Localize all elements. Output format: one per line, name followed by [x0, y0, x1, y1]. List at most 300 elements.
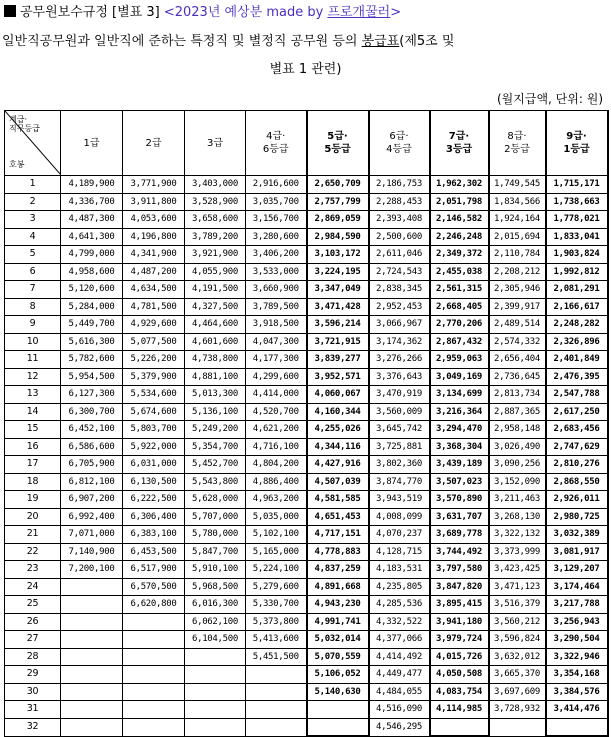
salary-cell: 4,881,100	[185, 368, 246, 386]
salary-cell: 4,484,055	[369, 683, 430, 701]
table-row	[5, 263, 608, 281]
salary-cell	[123, 683, 185, 701]
salary-cell: 4,651,453	[307, 508, 369, 526]
salary-cell: 5,032,014	[307, 631, 369, 649]
salary-cell: 4,958,600	[61, 263, 123, 281]
table-row	[5, 211, 608, 229]
salary-cell: 5,780,000	[185, 526, 246, 544]
salary-cell: 2,146,582	[430, 211, 489, 229]
table-row	[5, 176, 608, 194]
salary-cell: 6,127,300	[61, 386, 123, 404]
step-cell: 2	[5, 193, 61, 211]
subtitle-line-1	[2, 32, 609, 52]
step-cell: 12	[5, 368, 61, 386]
salary-cell: 4,891,668	[307, 578, 369, 596]
salary-cell: 5,330,700	[246, 596, 307, 614]
salary-cell: 4,427,916	[307, 456, 369, 474]
salary-cell: 4,449,477	[369, 666, 430, 684]
salary-cell: 1,903,824	[546, 246, 608, 264]
salary-cell: 4,015,726	[430, 648, 489, 666]
salary-cell	[307, 718, 369, 736]
salary-cell: 3,354,168	[546, 666, 608, 684]
salary-cell: 5,451,500	[246, 648, 307, 666]
salary-cell: 2,455,038	[430, 263, 489, 281]
salary-cell: 5,922,000	[123, 438, 185, 456]
salary-cell: 2,617,250	[546, 403, 608, 421]
salary-cell: 5,102,100	[246, 526, 307, 544]
salary-cell: 5,284,000	[61, 298, 123, 316]
salary-cell	[61, 701, 123, 719]
step-cell: 5	[5, 246, 61, 264]
salary-cell: 5,249,200	[185, 421, 246, 439]
salary-cell: 4,991,741	[307, 613, 369, 631]
salary-cell: 4,929,600	[123, 316, 185, 334]
salary-cell: 4,464,600	[185, 316, 246, 334]
salary-cell: 3,216,364	[430, 403, 489, 421]
salary-cell: 6,992,400	[61, 508, 123, 526]
salary-cell: 3,322,132	[489, 526, 546, 544]
salary-cell: 2,349,372	[430, 246, 489, 264]
table-row	[5, 578, 608, 596]
salary-cell: 3,943,519	[369, 491, 430, 509]
step-cell: 24	[5, 578, 61, 596]
salary-cell	[246, 718, 307, 736]
salary-cell: 5,803,700	[123, 421, 185, 439]
salary-cell: 4,008,099	[369, 508, 430, 526]
salary-cell: 3,895,415	[430, 596, 489, 614]
salary-cell: 4,487,200	[123, 263, 185, 281]
salary-cell: 2,650,709	[307, 176, 369, 194]
salary-cell	[185, 666, 246, 684]
salary-cell: 4,183,531	[369, 561, 430, 579]
salary-cell: 3,921,900	[185, 246, 246, 264]
salary-cell: 3,174,464	[546, 578, 608, 596]
salary-cell: 2,959,063	[430, 351, 489, 369]
salary-cell: 1,834,566	[489, 193, 546, 211]
table-row	[5, 368, 608, 386]
salary-cell	[546, 718, 608, 736]
salary-cell: 5,449,700	[61, 316, 123, 334]
table-row	[5, 613, 608, 631]
salary-cell: 4,047,300	[246, 333, 307, 351]
salary-cell: 4,128,715	[369, 543, 430, 561]
table-body	[5, 176, 608, 737]
salary-cell: 1,738,663	[546, 193, 608, 211]
salary-cell: 2,186,753	[369, 176, 430, 194]
salary-cell: 4,299,600	[246, 368, 307, 386]
salary-cell: 2,916,600	[246, 176, 307, 194]
table-row	[5, 193, 608, 211]
salary-cell: 3,728,932	[489, 701, 546, 719]
salary-cell: 6,453,500	[123, 543, 185, 561]
salary-cell: 5,413,600	[246, 631, 307, 649]
salary-cell: 3,403,000	[185, 176, 246, 194]
salary-cell: 3,802,360	[369, 456, 430, 474]
salary-cell: 3,771,900	[123, 176, 185, 194]
salary-cell: 7,140,900	[61, 543, 123, 561]
salary-cell	[489, 718, 546, 736]
salary-cell: 3,406,200	[246, 246, 307, 264]
salary-cell: 4,344,116	[307, 438, 369, 456]
salary-cell: 4,191,500	[185, 281, 246, 299]
salary-cell	[61, 666, 123, 684]
salary-cell: 2,401,849	[546, 351, 608, 369]
table-row	[5, 508, 608, 526]
salary-cell: 3,979,724	[430, 631, 489, 649]
corner-header-cell	[5, 111, 61, 176]
salary-cell: 5,373,800	[246, 613, 307, 631]
salary-cell	[61, 613, 123, 631]
table-row	[5, 456, 608, 474]
salary-cell	[61, 648, 123, 666]
salary-cell	[430, 718, 489, 736]
salary-cell: 5,136,100	[185, 403, 246, 421]
salary-cell: 1,715,171	[546, 176, 608, 194]
salary-cell: 2,166,617	[546, 298, 608, 316]
salary-cell: 1,833,041	[546, 228, 608, 246]
salary-table	[4, 110, 609, 737]
col-header: 2급	[123, 111, 185, 176]
salary-cell: 2,958,148	[489, 421, 546, 439]
col-header: 3급	[185, 111, 246, 176]
table-row	[5, 438, 608, 456]
salary-cell: 5,782,600	[61, 351, 123, 369]
step-cell: 23	[5, 561, 61, 579]
salary-cell: 3,697,609	[489, 683, 546, 701]
step-cell: 1	[5, 176, 61, 194]
salary-cell: 4,837,259	[307, 561, 369, 579]
salary-cell: 3,103,172	[307, 246, 369, 264]
salary-cell: 2,399,917	[489, 298, 546, 316]
salary-cell: 3,847,820	[430, 578, 489, 596]
table-row	[5, 316, 608, 334]
salary-cell: 6,907,200	[61, 491, 123, 509]
step-cell: 15	[5, 421, 61, 439]
salary-cell	[246, 701, 307, 719]
salary-cell: 6,383,100	[123, 526, 185, 544]
salary-cell	[61, 631, 123, 649]
step-cell: 8	[5, 298, 61, 316]
salary-cell: 4,160,344	[307, 403, 369, 421]
salary-cell: 5,106,052	[307, 666, 369, 684]
salary-cell: 2,015,694	[489, 228, 546, 246]
salary-cell: 5,707,000	[185, 508, 246, 526]
salary-cell: 2,747,629	[546, 438, 608, 456]
step-cell: 20	[5, 508, 61, 526]
salary-cell: 3,632,012	[489, 648, 546, 666]
square-bullet-icon	[4, 5, 16, 17]
salary-cell: 2,668,405	[430, 298, 489, 316]
salary-cell: 3,596,824	[489, 631, 546, 649]
step-cell: 18	[5, 473, 61, 491]
salary-cell: 6,517,900	[123, 561, 185, 579]
salary-cell: 4,546,295	[369, 718, 430, 736]
salary-cell: 3,384,576	[546, 683, 608, 701]
table-row	[5, 491, 608, 509]
salary-cell: 2,926,011	[546, 491, 608, 509]
salary-cell: 5,968,500	[185, 578, 246, 596]
salary-cell: 5,165,000	[246, 543, 307, 561]
salary-cell: 2,051,798	[430, 193, 489, 211]
salary-cell: 5,534,600	[123, 386, 185, 404]
salary-cell: 3,631,707	[430, 508, 489, 526]
author-link[interactable]: 프로개꿀러	[327, 5, 391, 20]
salary-cell: 4,717,151	[307, 526, 369, 544]
salary-cell: 2,561,315	[430, 281, 489, 299]
salary-cell: 3,414,476	[546, 701, 608, 719]
salary-cell	[61, 683, 123, 701]
salary-cell: 4,621,200	[246, 421, 307, 439]
salary-cell: 4,716,100	[246, 438, 307, 456]
salary-cell: 5,120,600	[61, 281, 123, 299]
salary-cell: 3,507,023	[430, 473, 489, 491]
salary-cell	[185, 683, 246, 701]
step-cell: 19	[5, 491, 61, 509]
step-cell: 17	[5, 456, 61, 474]
salary-cell: 4,055,900	[185, 263, 246, 281]
salary-cell: 3,373,999	[489, 543, 546, 561]
salary-cell: 2,770,206	[430, 316, 489, 334]
salary-cell: 5,077,500	[123, 333, 185, 351]
salary-cell: 4,778,883	[307, 543, 369, 561]
salary-cell: 4,601,600	[185, 333, 246, 351]
table-row	[5, 631, 608, 649]
document-title	[4, 2, 609, 24]
table-row	[5, 543, 608, 561]
table-row	[5, 718, 608, 736]
header-row	[5, 111, 608, 176]
salary-cell: 3,952,571	[307, 368, 369, 386]
salary-cell: 4,520,700	[246, 403, 307, 421]
salary-cell: 5,452,700	[185, 456, 246, 474]
salary-cell	[123, 648, 185, 666]
salary-cell: 4,189,900	[61, 176, 123, 194]
salary-cell: 2,887,365	[489, 403, 546, 421]
table-row	[5, 281, 608, 299]
salary-cell: 2,683,456	[546, 421, 608, 439]
salary-cell: 3,560,212	[489, 613, 546, 631]
step-cell: 16	[5, 438, 61, 456]
salary-cell: 3,129,207	[546, 561, 608, 579]
step-cell: 26	[5, 613, 61, 631]
subtitle-part-a: 일반직공무원과 일반직에 준하는 특정직 및 별정직 공무원 등의	[2, 34, 362, 49]
salary-cell: 3,347,049	[307, 281, 369, 299]
salary-cell: 2,724,543	[369, 263, 430, 281]
salary-cell: 3,721,915	[307, 333, 369, 351]
salary-cell	[185, 718, 246, 736]
salary-cell: 4,235,805	[369, 578, 430, 596]
salary-cell: 3,918,500	[246, 316, 307, 334]
table-row	[5, 228, 608, 246]
author-note-text: <2023년 예상분 made by	[163, 5, 328, 20]
salary-cell: 7,071,000	[61, 526, 123, 544]
salary-cell: 3,874,770	[369, 473, 430, 491]
salary-cell: 4,285,536	[369, 596, 430, 614]
salary-cell: 5,847,700	[185, 543, 246, 561]
step-cell: 22	[5, 543, 61, 561]
step-cell: 32	[5, 718, 61, 736]
col-header: 5급· 5등급	[307, 111, 369, 176]
author-note-end: >	[390, 5, 402, 20]
salary-cell: 4,738,800	[185, 351, 246, 369]
step-cell: 31	[5, 701, 61, 719]
subtitle-part-b: 봉급표	[361, 34, 400, 49]
salary-cell: 3,152,090	[489, 473, 546, 491]
salary-cell	[246, 666, 307, 684]
salary-cell: 7,200,100	[61, 561, 123, 579]
salary-cell: 3,294,470	[430, 421, 489, 439]
col-header: 8급· 2등급	[489, 111, 546, 176]
col-header: 6급· 4등급	[369, 111, 430, 176]
salary-cell: 1,924,164	[489, 211, 546, 229]
step-cell: 9	[5, 316, 61, 334]
salary-cell: 2,081,291	[546, 281, 608, 299]
salary-cell: 4,781,500	[123, 298, 185, 316]
salary-cell: 4,332,522	[369, 613, 430, 631]
salary-cell: 3,290,504	[546, 631, 608, 649]
salary-cell: 3,911,800	[123, 193, 185, 211]
salary-cell: 5,013,300	[185, 386, 246, 404]
salary-cell: 3,268,130	[489, 508, 546, 526]
salary-cell: 5,379,900	[123, 368, 185, 386]
table-row	[5, 561, 608, 579]
salary-cell: 3,368,304	[430, 438, 489, 456]
salary-cell: 3,423,425	[489, 561, 546, 579]
step-cell: 13	[5, 386, 61, 404]
salary-cell	[123, 701, 185, 719]
salary-cell: 5,910,100	[185, 561, 246, 579]
salary-cell: 3,376,643	[369, 368, 430, 386]
salary-cell: 5,674,600	[123, 403, 185, 421]
col-header: 1급	[61, 111, 123, 176]
salary-cell: 2,476,395	[546, 368, 608, 386]
salary-cell: 2,208,212	[489, 263, 546, 281]
salary-cell: 3,560,009	[369, 403, 430, 421]
salary-cell	[185, 648, 246, 666]
salary-cell: 2,952,453	[369, 298, 430, 316]
salary-cell: 4,255,026	[307, 421, 369, 439]
salary-cell: 4,634,500	[123, 281, 185, 299]
salary-cell: 3,725,881	[369, 438, 430, 456]
corner-grade-label: 계급· 직무등급	[9, 115, 40, 133]
salary-cell: 4,060,067	[307, 386, 369, 404]
step-cell: 6	[5, 263, 61, 281]
author-note	[164, 5, 401, 20]
corner-step-label: 호봉	[9, 160, 25, 169]
table-row	[5, 473, 608, 491]
salary-cell: 3,645,742	[369, 421, 430, 439]
salary-cell: 3,660,900	[246, 281, 307, 299]
salary-cell: 1,778,021	[546, 211, 608, 229]
salary-cell	[61, 596, 123, 614]
salary-cell: 4,963,200	[246, 491, 307, 509]
salary-cell: 3,280,600	[246, 228, 307, 246]
salary-cell: 2,869,059	[307, 211, 369, 229]
salary-cell: 4,487,300	[61, 211, 123, 229]
col-header: 4급· 6등급	[246, 111, 307, 176]
salary-cell: 4,336,700	[61, 193, 123, 211]
salary-cell: 5,224,100	[246, 561, 307, 579]
salary-cell: 5,226,200	[123, 351, 185, 369]
salary-cell: 3,658,600	[185, 211, 246, 229]
salary-cell: 3,570,890	[430, 491, 489, 509]
salary-cell: 5,543,800	[185, 473, 246, 491]
salary-cell: 6,016,300	[185, 596, 246, 614]
salary-cell: 3,211,463	[489, 491, 546, 509]
salary-cell: 4,070,237	[369, 526, 430, 544]
salary-cell: 3,471,123	[489, 578, 546, 596]
salary-cell: 6,570,500	[123, 578, 185, 596]
salary-cell: 6,222,500	[123, 491, 185, 509]
salary-cell: 3,217,788	[546, 596, 608, 614]
salary-cell: 3,224,195	[307, 263, 369, 281]
salary-cell: 4,804,200	[246, 456, 307, 474]
salary-cell: 4,050,508	[430, 666, 489, 684]
salary-cell: 4,053,600	[123, 211, 185, 229]
col-header: 9급· 1등급	[546, 111, 608, 176]
step-cell: 21	[5, 526, 61, 544]
table-row	[5, 648, 608, 666]
table-row	[5, 666, 608, 684]
salary-cell	[307, 701, 369, 719]
salary-cell: 4,507,039	[307, 473, 369, 491]
table-row	[5, 333, 608, 351]
salary-cell: 2,110,784	[489, 246, 546, 264]
salary-cell: 2,574,332	[489, 333, 546, 351]
salary-cell: 3,066,967	[369, 316, 430, 334]
salary-cell: 3,035,700	[246, 193, 307, 211]
step-cell: 11	[5, 351, 61, 369]
table-row	[5, 526, 608, 544]
salary-cell: 4,581,585	[307, 491, 369, 509]
salary-cell	[123, 613, 185, 631]
salary-cell: 6,452,100	[61, 421, 123, 439]
salary-cell	[123, 631, 185, 649]
salary-cell: 5,954,500	[61, 368, 123, 386]
salary-cell: 3,439,189	[430, 456, 489, 474]
salary-cell: 3,470,919	[369, 386, 430, 404]
salary-cell: 5,354,700	[185, 438, 246, 456]
salary-cell: 3,322,946	[546, 648, 608, 666]
step-cell: 3	[5, 211, 61, 229]
salary-cell: 3,533,000	[246, 263, 307, 281]
salary-cell: 3,789,500	[246, 298, 307, 316]
salary-cell: 4,327,500	[185, 298, 246, 316]
salary-cell: 4,341,900	[123, 246, 185, 264]
salary-cell: 2,489,514	[489, 316, 546, 334]
salary-cell: 3,032,389	[546, 526, 608, 544]
salary-cell: 6,104,500	[185, 631, 246, 649]
salary-cell: 4,943,230	[307, 596, 369, 614]
salary-cell: 2,810,276	[546, 456, 608, 474]
table-row	[5, 683, 608, 701]
salary-cell: 4,516,090	[369, 701, 430, 719]
salary-cell: 6,300,700	[61, 403, 123, 421]
subtitle-part-c: (제5조 및	[399, 34, 455, 49]
salary-cell: 3,744,492	[430, 543, 489, 561]
salary-cell: 2,288,453	[369, 193, 430, 211]
salary-cell: 3,081,917	[546, 543, 608, 561]
subtitle-line-2: 별표 1 관련)	[269, 62, 342, 77]
col-header: 7급· 3등급	[430, 111, 489, 176]
salary-cell: 6,031,000	[123, 456, 185, 474]
salary-cell: 3,049,169	[430, 368, 489, 386]
table-row	[5, 386, 608, 404]
table-row	[5, 701, 608, 719]
salary-cell: 5,035,000	[246, 508, 307, 526]
salary-cell: 2,757,799	[307, 193, 369, 211]
salary-cell: 4,083,754	[430, 683, 489, 701]
